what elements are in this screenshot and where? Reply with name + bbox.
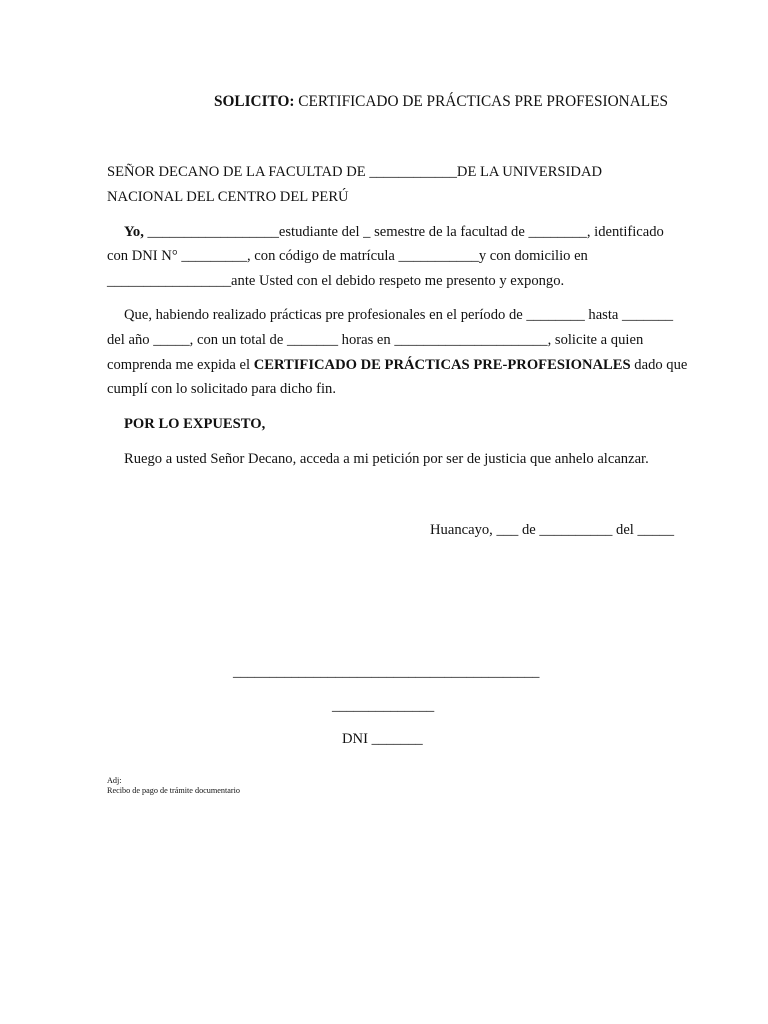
paragraph2-line-4: cumplí con lo solicitado para dicho fin. — [107, 381, 336, 397]
paragraph1-line-3: _________________ante Usted con el debido respeto me presento y expongo. — [107, 273, 565, 289]
paragraph1-line-1-text: __________________estudiante del _ semestre de la facultad de ________, identificado — [143, 224, 664, 240]
attachment-item: Recibo de pago de trámite documentario — [107, 786, 240, 795]
paragraph2-line-2: del año _____, con un total de _______ horas en _____________________, solicite a quien — [107, 332, 644, 348]
paragraph2-line-1: Que, habiendo realizado prácticas pre profesionales en el período de ________ hasta _______ — [124, 307, 674, 323]
paragraph1-line-1 — [124, 223, 664, 241]
request-text: Ruego a usted Señor Decano, acceda a mi petición por ser de justicia que anhelo alcanzar. — [124, 451, 649, 467]
document-title — [214, 92, 668, 111]
date-line: Huancayo, ___ de __________ del _____ — [430, 522, 674, 538]
title-label: SOLICITO: — [214, 93, 295, 110]
paragraph1-line-2: con DNI N° _________, con código de matrícula ___________y con domicilio en — [107, 248, 588, 264]
paragraph2-line-3 — [107, 356, 687, 374]
certificate-emphasis: CERTIFICADO DE PRÁCTICAS PRE-PROFESIONALES — [253, 357, 631, 373]
signature-line: __________________________________________ — [233, 664, 540, 680]
dni-line: DNI _______ — [342, 731, 423, 747]
title-text: CERTIFICADO DE PRÁCTICAS PRE PROFESIONALES — [294, 93, 668, 110]
addressee-line-2: NACIONAL DEL CENTRO DEL PERÚ — [107, 189, 349, 205]
por-lo-expuesto-heading: POR LO EXPUESTO, — [124, 416, 266, 432]
yo-label: Yo, — [124, 224, 144, 240]
name-line: ______________ — [332, 698, 435, 714]
addressee-line-1: SEÑOR DECANO DE LA FACULTAD DE ____________DE LA UNIVERSIDAD — [107, 164, 603, 180]
paragraph2-line-3-end: dado que — [630, 357, 688, 373]
attachment-label: Adj: — [107, 776, 122, 785]
paragraph2-line-3-start: comprenda me expida el — [107, 357, 254, 373]
